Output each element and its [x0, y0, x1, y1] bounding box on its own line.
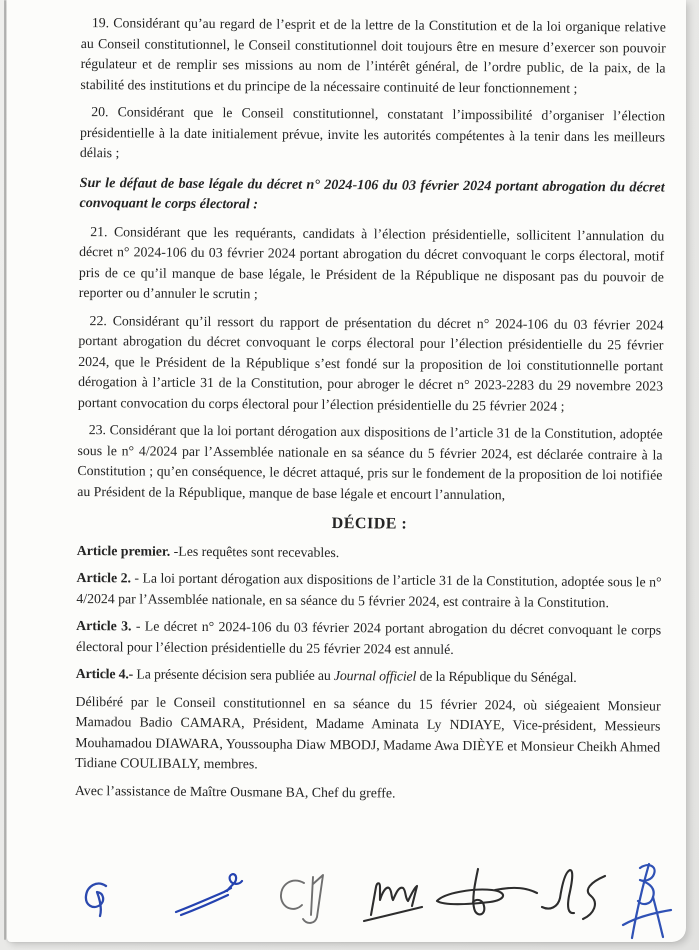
journal-officiel-italic: Journal officiel [333, 668, 417, 684]
article-premier-text: -Les requêtes sont recevables. [170, 543, 340, 560]
signature-4-black-ink [364, 883, 422, 921]
section-heading: Sur le défaut de base légale du décret n° 2024-106 du 03 février 2024 portant abrogation du décret convoquant le corps électoral : [79, 174, 665, 213]
article-4-label: Article 4.- [75, 665, 134, 682]
considerant-20-paragraph: 20. Considérant que le Conseil constitutionnel, constatant l’impossibilité d’organiser l’élection présidentielle à la date initialement prévue, invite les autorités compétentes à la tenir dans les meilleurs délais ; [79, 104, 666, 161]
article-premier-paragraph [77, 540, 662, 565]
document-page [7, 0, 686, 942]
considerant-21-paragraph: 21. Considérant que les requérants, candidats à l’élection présidentielle, sollicitent l’annulation du décret n° 2024-106 du 03 février 2024 portant abrogation du décret convoquant le corps électoral, motif pris de ce qu’il manque de base légale, le Président de la République ne disposant pas du pouvoir de reporter ou d’annuler le scrutin ; [78, 223, 665, 302]
article-2-paragraph [76, 568, 661, 614]
signature-3-gray-ink [281, 875, 323, 923]
article-3-label: Article 3. [76, 617, 132, 634]
decide-heading: DÉCIDE : [331, 514, 408, 533]
article-premier-label: Article premier. [76, 542, 171, 559]
article-3-paragraph [76, 616, 661, 662]
signatures-row [7, 855, 699, 950]
assistance-paragraph: Avec l’assistance de Maître Ousmane BA, Chef du greffe. [74, 782, 396, 800]
considerant-19-paragraph: 19. Considérant qu’au regard de l’esprit et de la lettre de la Constitution et de la loi organique relative au Conseil constitutionnel, le Conseil constitutionnel doit toujours être en mesure d’exercer son pouvoir régulateur et de remplir ses missions au nom de l’intérêt général, de l’ordre public, de la paix, de la stabilité des institutions et du principe de la nécessaire continuité de leur fonctionnement ; [80, 15, 666, 96]
article-4-text-before: La présente décision sera publiée au [133, 666, 335, 684]
signature-2-blue-ink [176, 874, 242, 915]
article-3-text: - Le décret n° 2024-106 du 03 février 2024 portant abrogation du décret convoquant le corps électoral pour l’élection présidentielle du 25 février 2024 est annulé. [75, 618, 662, 657]
document-body [75, 13, 666, 813]
signature-1-blue-ink [86, 884, 106, 916]
considerant-22-paragraph: 22. Considérant qu’il ressort du rapport de présentation du décret n° 2024-106 du 03 février 2024 portant abrogation du décret convoquant le corps électoral pour l’élection présidentielle du 25 février 2024, que le Président de la République s’est fondé sur la proposition de loi constitutionnelle portant dérogation à l’article 31 de la Constitution, pour abroger le décret n° 2023-2283 du 29 novembre 2023 portant convocation du corps électoral pour l’élection présidentielle du 25 février 2024 ; [77, 312, 664, 414]
article-2-label: Article 2. [76, 569, 132, 586]
signature-5-black-ink [437, 869, 537, 914]
considerant-23-paragraph: 23. Considérant que la loi portant dérogation aux dispositions de l’article 31 de la Constitution, adoptée sous le n° 4/2024 par l’Assemblée nationale en sa séance du 5 février 2024, est déclarée contraire à la Constitution ; qu’en conséquence, le décret attaqué, pris sur le fondement de la proposition de loi notifiée au Président de la République, manque de base légale et encourt l’annulation, [77, 422, 663, 502]
deliberation-paragraph: Délibéré par le Conseil constitutionnel en sa séance du 15 février 2024, où siégeaient Monsieur Mamadou Badio CAMARA, Président, Madame Aminata Ly NDIAYE, Vice-président, Messieurs Mouhamadou DIAWARA, Youssoupha Diaw MBODJ, Madame Awa DIÈYE et Monsieur Cheikh Ahmed Tidiane COULIBALY, membres. [75, 693, 661, 772]
article-4-text-after: de la République du Sénégal. [416, 668, 577, 685]
signature-7-blue-ink [623, 864, 671, 938]
signature-6-black-ink [542, 870, 605, 919]
page-edge-shadow-left [4, 0, 6, 940]
article-2-text: - La loi portant dérogation aux dispositions de l’article 31 de la Constitution, adoptée sous le n° 4/2024 par l’Assemblée nationale, en sa séance du 5 février 2024, est contraire à la Constitution. [76, 570, 662, 610]
article-4-paragraph [76, 664, 661, 689]
